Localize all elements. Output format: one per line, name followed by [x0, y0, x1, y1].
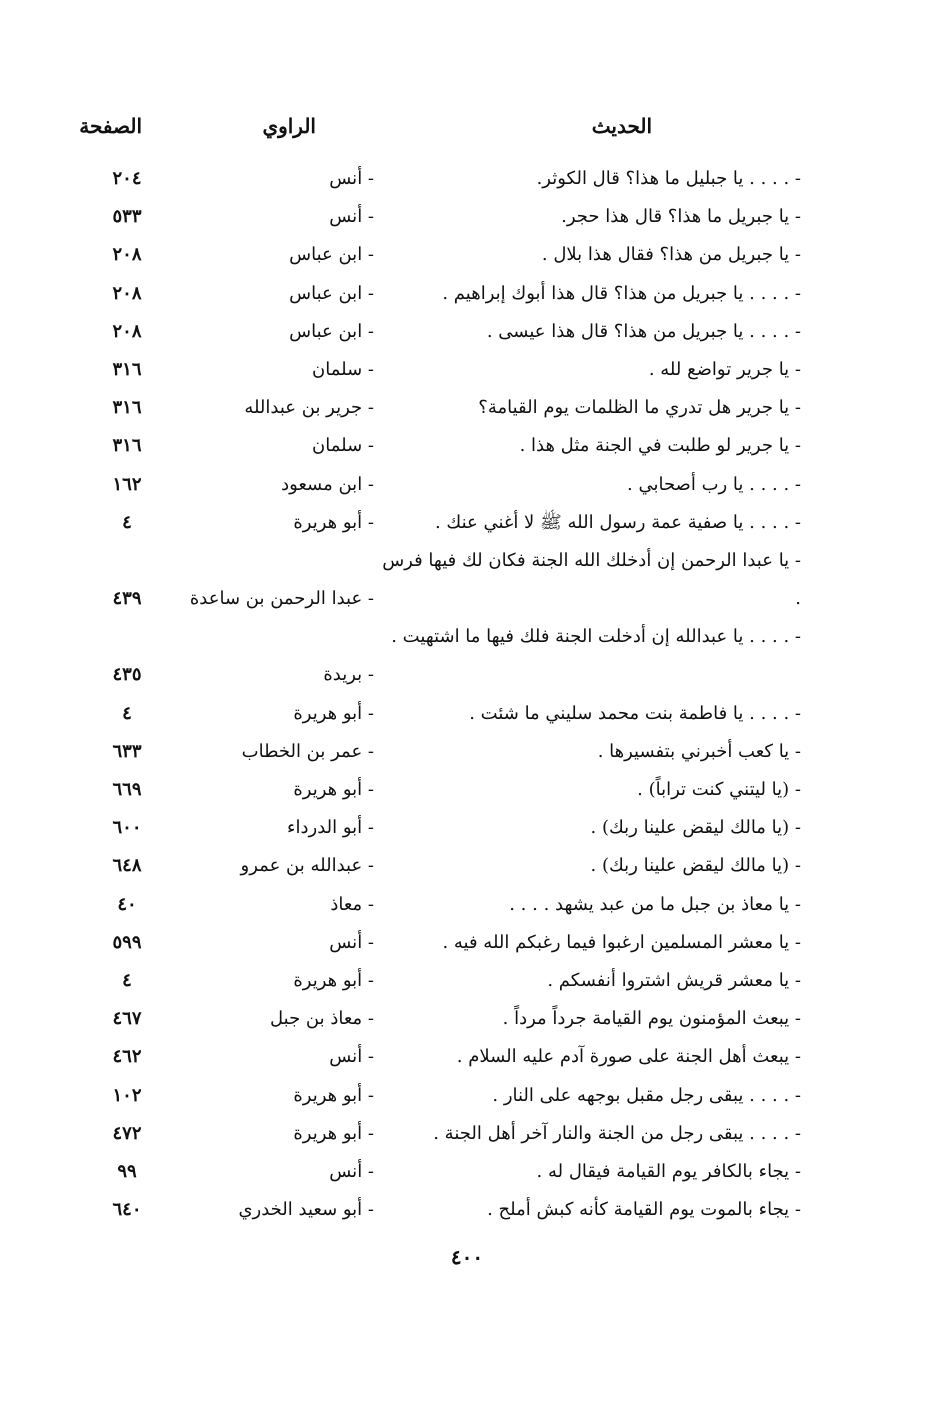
table-row: [0, 351, 934, 389]
narrator: - أبو هريرة: [293, 969, 374, 991]
narrator: - عبدالله بن عمرو: [240, 855, 374, 877]
page-ref: ٦٤٠: [112, 1199, 142, 1221]
narrator: - سلمان: [312, 435, 374, 457]
table-row: [0, 771, 934, 809]
hadith-text: - يا جبريل ما هذا؟ قال هذا حجر.: [561, 206, 801, 228]
narrator: - أبو هريرة: [293, 511, 374, 533]
hadith-text: - . . . . يا رب أصحابي .: [627, 473, 801, 495]
hadith-text: - . . . . يا فاطمة بنت محمد سليني ما شئت .: [469, 702, 801, 724]
column-headers: [0, 114, 934, 146]
narrator: - ابن مسعود: [281, 473, 374, 495]
table-row: [0, 1153, 934, 1191]
narrator: - أنس: [329, 168, 374, 189]
page-ref: ٤٧٢: [112, 1122, 142, 1144]
table-row: [0, 313, 934, 351]
page-ref: ٤٣٥: [112, 664, 142, 686]
table-row: [0, 733, 934, 771]
hadith-text: - . . . . يا جبريل من هذا؟ قال هذا عيسى .: [486, 320, 801, 342]
narrator: - عمر بن الخطاب: [241, 740, 374, 762]
page-ref: ٤٦٢: [112, 1046, 142, 1068]
table-row: [0, 809, 934, 847]
narrator: - ابن عباس: [289, 282, 374, 304]
page-ref: ٦٠٠: [112, 817, 142, 839]
hadith-text: - (يا مالك ليقض علينا ربك) .: [590, 855, 801, 877]
narrator: - معاذ: [330, 893, 374, 915]
narrator: - عبدا الرحمن بن ساعدة: [189, 587, 374, 609]
page-ref: ٤: [122, 969, 132, 991]
hadith-text: - يا كعب أخبرني بتفسيرها .: [597, 740, 801, 762]
narrator: - بريدة: [323, 664, 374, 686]
header-rawi: الراوي: [262, 114, 316, 138]
table-row: [0, 886, 934, 924]
narrator: - أبو الدرداء: [287, 817, 374, 839]
table-row: [0, 1000, 934, 1038]
narrator: - أنس: [329, 931, 374, 953]
page-ref: ٤٦٧: [112, 1008, 142, 1030]
page-ref: ٦٤٨: [112, 855, 142, 877]
page-ref: ٢٠٨: [112, 320, 142, 342]
hadith-text: - يبعث أهل الجنة على صورة آدم عليه السلام .: [456, 1046, 801, 1068]
page-ref: ٤٣٩: [112, 587, 142, 609]
page-ref: ٦٣٣: [112, 740, 142, 762]
hadith-text: - يا عبدا الرحمن إن أدخلك الله الجنة فكان لك فيها فرس .: [382, 549, 801, 609]
table-row: [0, 275, 934, 313]
hadith-text: - . . . . يا عبدالله إن أدخلت الجنة فلك فيها ما اشتهيت .: [391, 626, 801, 648]
hadith-text: - (يا ليتني كنت تراباً) .: [637, 779, 801, 801]
table-row: [0, 847, 934, 885]
narrator: - أبو هريرة: [293, 779, 374, 801]
table-row: [0, 236, 934, 274]
narrator: - أبو هريرة: [293, 702, 374, 724]
table-row: [0, 198, 934, 236]
narrator: - ابن عباس: [289, 320, 374, 342]
hadith-text: - يا جرير هل تدري ما الظلمات يوم القيامة؟: [478, 397, 801, 419]
table-row: [0, 695, 934, 733]
page-ref: ٤: [122, 511, 132, 533]
page-ref: ٩٩: [117, 1160, 137, 1182]
hadith-text: - يبعث المؤمنون يوم القيامة جرداً مرداً .: [502, 1008, 801, 1030]
table-row: [0, 962, 934, 1000]
table-row: [0, 1038, 934, 1076]
table-row: [0, 389, 934, 427]
hadith-text: - يجاء بالموت يوم القيامة كأنه كبش أملح .: [487, 1199, 801, 1221]
header-hadith: الحديث: [591, 114, 652, 138]
table-row: [0, 160, 934, 198]
table-row: [0, 924, 934, 962]
table-row: [0, 542, 934, 618]
narrator: - سلمان: [312, 358, 374, 380]
narrator: - أبو هريرة: [293, 1122, 374, 1144]
page-ref: ٣١٦: [112, 397, 142, 419]
page-ref: ٦٦٩: [112, 779, 142, 801]
page-ref: ٥٩٩: [112, 931, 142, 953]
narrator: - جرير بن عبدالله: [244, 397, 374, 419]
page-ref: ١٠٢: [112, 1084, 142, 1106]
hadith-text: - . . . . يبقى رجل مقبل بوجهه على النار .: [492, 1084, 801, 1106]
hadith-text: - . . . . يبقى رجل من الجنة والنار آخر أهل الجنة .: [433, 1122, 801, 1144]
narrator: - أنس: [329, 1160, 374, 1182]
narrator: - أبو هريرة: [293, 1084, 374, 1106]
page-ref: ٥٣٣: [112, 206, 142, 228]
header-page: الصفحة: [79, 114, 142, 138]
narrator: - معاذ بن جبل: [270, 1008, 374, 1030]
hadith-text: - يا جبريل من هذا؟ فقال هذا بلال .: [541, 244, 801, 266]
hadith-text: - . . . . يا جبريل من هذا؟ قال هذا أبوك إبراهيم .: [442, 282, 801, 304]
hadith-text: - (يا مالك ليقض علينا ربك) .: [590, 817, 801, 839]
hadith-text: - يا معشر المسلمين ارغبوا فيما رغبكم الله فيه .: [442, 931, 801, 953]
table-row: [0, 427, 934, 465]
table-row: [0, 1115, 934, 1153]
hadith-index-list: [0, 160, 934, 1229]
hadith-text: - يا معاذ بن جبل ما من عبد يشهد . . . .: [509, 893, 801, 915]
narrator: - ابن عباس: [289, 244, 374, 266]
hadith-text: - . . . . يا جبليل ما هذا؟ قال الكوثر.: [536, 168, 801, 189]
narrator: - أنس: [329, 1046, 374, 1068]
narrator: - أبو سعيد الخدري: [238, 1199, 374, 1221]
table-row: [0, 466, 934, 504]
page-ref: ٣١٦: [112, 358, 142, 380]
page-ref: ٢٠٨: [112, 282, 142, 304]
page-ref: ٣١٦: [112, 435, 142, 457]
narrator: - أنس: [329, 206, 374, 228]
hadith-text: - يجاء بالكافر يوم القيامة فيقال له .: [536, 1160, 801, 1182]
hadith-text: - يا جرير لو طلبت في الجنة مثل هذا .: [519, 435, 801, 457]
hadith-text: - يا جرير تواضع لله .: [648, 358, 801, 380]
table-row: [0, 618, 934, 694]
page-ref: ٢٠٤: [112, 168, 142, 189]
hadith-text: - . . . . يا صفية عمة رسول الله ﷺ لا أغني عنك .: [434, 511, 801, 533]
page-ref: ١٦٢: [112, 473, 142, 495]
page-ref: ٤٠: [117, 893, 137, 915]
page-ref: ٢٠٨: [112, 244, 142, 266]
table-row: [0, 1077, 934, 1115]
page-number: ٤٠٠: [450, 1245, 484, 1269]
table-row: [0, 504, 934, 542]
page-ref: ٤: [122, 702, 132, 724]
table-row: [0, 1191, 934, 1229]
hadith-text: - يا معشر قريش اشتروا أنفسكم .: [547, 969, 801, 991]
